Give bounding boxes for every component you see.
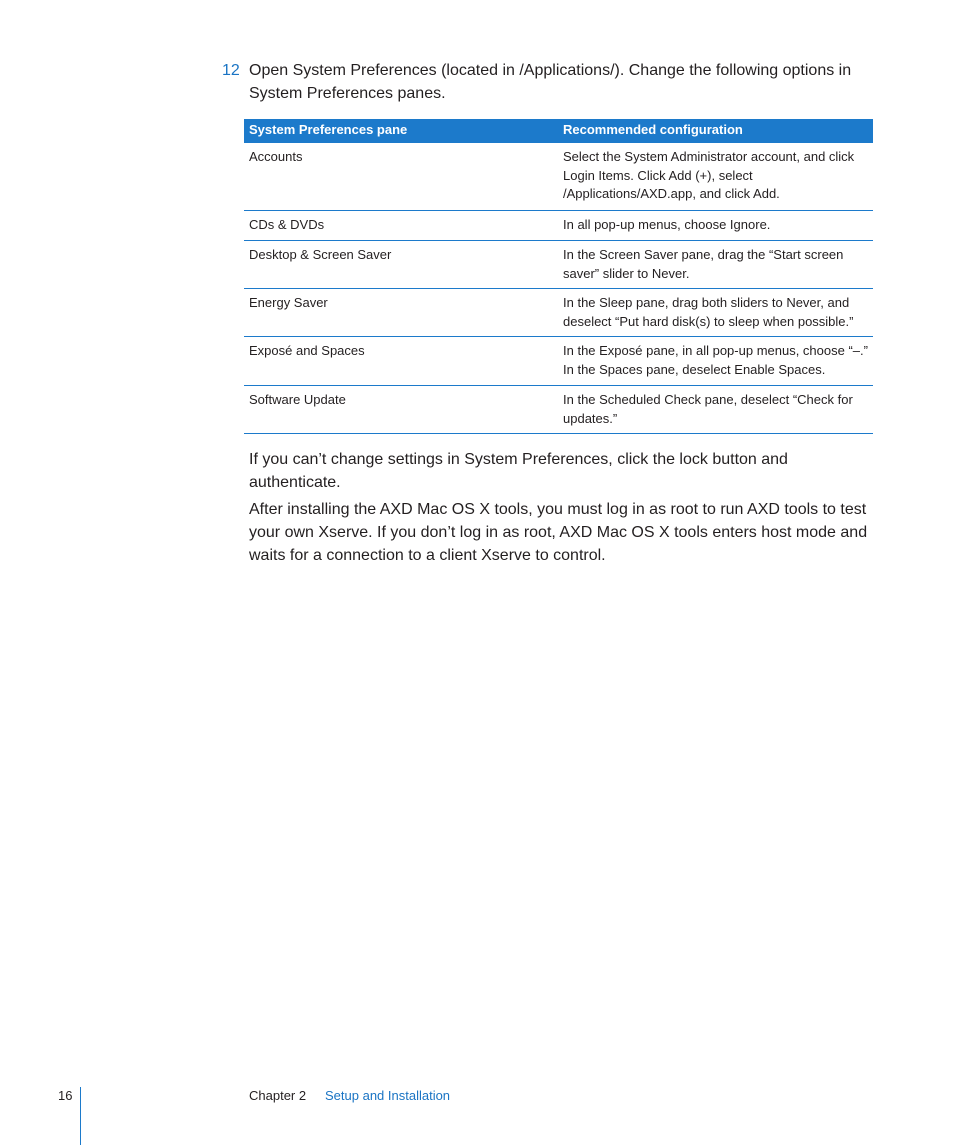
row-pane: Desktop & Screen Saver: [249, 247, 392, 262]
row-pane: CDs & DVDs: [249, 217, 325, 232]
row-config: In the Screen Saver pane, drag the “Start screen saver” slider to Never.: [563, 247, 844, 281]
paragraph-root-login: After installing the AXD Mac OS X tools, you must log in as root to run AXD tools to test your own Xserve. If you don’t log in as root, AXD Mac OS X tools enters host mode and waits for a connection to a client Xserve to control.: [249, 501, 868, 564]
row-config: Select the System Administrator account, and click Login Items. Click Add (+), select /Applications/AXD.app, and click Add.: [563, 149, 855, 201]
chapter-label: Chapter 2: [249, 1088, 307, 1103]
table-row: [244, 386, 873, 434]
table-row: [244, 241, 873, 289]
row-pane: Software Update: [249, 392, 346, 407]
preferences-table: [244, 119, 873, 434]
page-number: 16: [58, 1088, 73, 1103]
paragraph-lock: If you can’t change settings in System Preferences, click the lock button and authenticate.: [249, 451, 788, 491]
row-config: In the Exposé pane, in all pop-up menus, choose “–.” In the Spaces pane, deselect Enable Spaces.: [563, 343, 868, 377]
header-config: Recommended configuration: [563, 122, 743, 137]
row-config: In the Scheduled Check pane, deselect “Check for updates.”: [563, 392, 853, 426]
footer-divider: [80, 1087, 81, 1145]
table-header: [244, 119, 873, 143]
chapter-title: Setup and Installation: [325, 1088, 451, 1103]
row-config: In the Sleep pane, drag both sliders to Never, and deselect “Put hard disk(s) to sleep when possible.”: [563, 295, 854, 329]
step-text: Open System Preferences (located in /Applications/). Change the following options in System Preferences panes.: [249, 62, 852, 102]
row-config: In all pop-up menus, choose Ignore.: [563, 217, 771, 232]
table-row: [244, 211, 873, 241]
step-number: 12: [222, 62, 240, 79]
header-pane: System Preferences pane: [249, 122, 408, 137]
row-pane: Energy Saver: [249, 295, 328, 310]
row-pane: Exposé and Spaces: [249, 343, 365, 358]
row-pane: Accounts: [249, 149, 303, 164]
table-row: [244, 143, 873, 211]
table-row: [244, 289, 873, 337]
table-row: [244, 337, 873, 386]
